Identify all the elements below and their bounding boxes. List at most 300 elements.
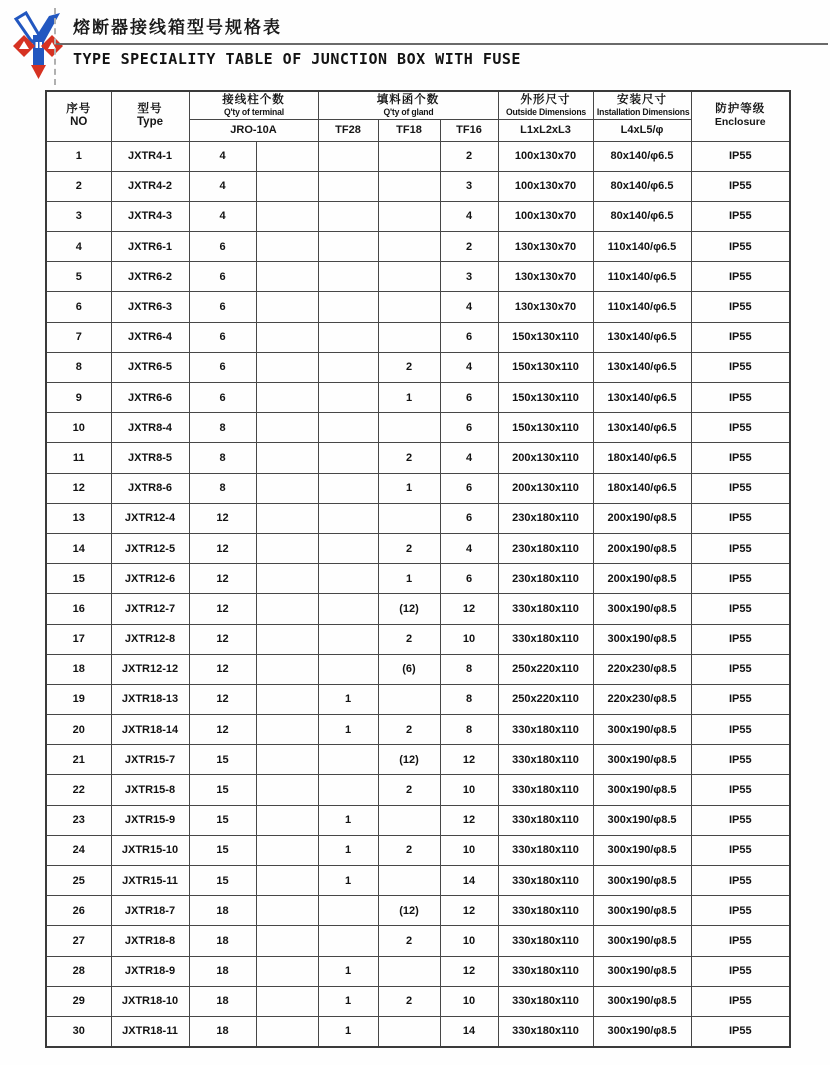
cell-outside: 150x130x110: [498, 413, 593, 443]
cell-type: JXTR12-8: [111, 624, 189, 654]
cell-enclosure: IP55: [691, 292, 790, 322]
cell-jro: 8: [189, 473, 256, 503]
table-row: [46, 654, 790, 684]
cell-tf18: (12): [378, 896, 440, 926]
cell-install: 200x190/φ8.5: [593, 564, 691, 594]
table-row: [46, 624, 790, 654]
table-row: [46, 956, 790, 986]
cell-spacer: [256, 715, 318, 745]
cell-outside: 150x130x110: [498, 383, 593, 413]
cell-jro: 6: [189, 322, 256, 352]
cell-tf28: [318, 564, 378, 594]
cell-jro: 15: [189, 866, 256, 896]
cell-jro: 18: [189, 956, 256, 986]
cell-tf28: 1: [318, 715, 378, 745]
cell-type: JXTR18-7: [111, 896, 189, 926]
cell-type: JXTR8-5: [111, 443, 189, 473]
cell-spacer: [256, 926, 318, 956]
cell-jro: 4: [189, 171, 256, 201]
cell-install: 300x190/φ8.5: [593, 745, 691, 775]
cell-tf28: 1: [318, 684, 378, 714]
cell-tf16: 12: [440, 956, 498, 986]
cell-outside: 330x180x110: [498, 715, 593, 745]
cell-outside: 250x220x110: [498, 684, 593, 714]
cell-type: JXTR4-1: [111, 141, 189, 171]
table-row: [46, 352, 790, 382]
cell-enclosure: IP55: [691, 926, 790, 956]
col-type-en: Type: [137, 116, 163, 129]
cell-tf16: 2: [440, 141, 498, 171]
cell-no: 18: [46, 654, 111, 684]
cell-no: 13: [46, 503, 111, 533]
cell-spacer: [256, 986, 318, 1016]
cell-tf18: 2: [378, 986, 440, 1016]
cell-tf18: 1: [378, 564, 440, 594]
cell-install: 80x140/φ6.5: [593, 171, 691, 201]
col-gland-cn: 填料函个数: [376, 93, 440, 106]
cell-type: JXTR6-6: [111, 383, 189, 413]
cell-tf28: [318, 262, 378, 292]
cell-tf18: [378, 232, 440, 262]
cell-outside: 130x130x70: [498, 262, 593, 292]
cell-install: 300x190/φ8.5: [593, 715, 691, 745]
cell-spacer: [256, 201, 318, 231]
cell-tf28: [318, 413, 378, 443]
cell-type: JXTR18-10: [111, 986, 189, 1016]
table-row: [46, 292, 790, 322]
cell-enclosure: IP55: [691, 1016, 790, 1046]
cell-jro: 6: [189, 232, 256, 262]
cell-tf18: [378, 413, 440, 443]
cell-install: 300x190/φ8.5: [593, 1016, 691, 1046]
cell-outside: 230x180x110: [498, 533, 593, 563]
col-install-en: Installation Dimensions: [596, 106, 689, 117]
cell-tf28: [318, 232, 378, 262]
cell-type: JXTR12-12: [111, 654, 189, 684]
cell-outside: 330x180x110: [498, 805, 593, 835]
cell-enclosure: IP55: [691, 715, 790, 745]
table-row: [46, 775, 790, 805]
cell-jro: 18: [189, 896, 256, 926]
col-terminal-cn: 接线柱个数: [222, 93, 285, 106]
cell-type: JXTR12-7: [111, 594, 189, 624]
cell-tf28: [318, 443, 378, 473]
cell-install: 220x230/φ8.5: [593, 684, 691, 714]
cell-no: 4: [46, 232, 111, 262]
cell-jro: 18: [189, 986, 256, 1016]
col-enclosure-en: Enclosure: [714, 116, 766, 129]
cell-no: 27: [46, 926, 111, 956]
cell-tf16: 6: [440, 383, 498, 413]
cell-tf18: [378, 292, 440, 322]
cell-install: 220x230/φ8.5: [593, 654, 691, 684]
cell-install: 300x190/φ8.5: [593, 624, 691, 654]
cell-tf18: [378, 503, 440, 533]
cell-enclosure: IP55: [691, 986, 790, 1016]
col-header-enclosure: [691, 91, 790, 141]
cell-tf28: [318, 383, 378, 413]
cell-tf18: [378, 956, 440, 986]
col-header-install: [593, 91, 691, 119]
cell-enclosure: IP55: [691, 896, 790, 926]
cell-no: 25: [46, 866, 111, 896]
cell-install: 80x140/φ6.5: [593, 201, 691, 231]
table-row: [46, 171, 790, 201]
cell-outside: 150x130x110: [498, 352, 593, 382]
cell-tf28: [318, 141, 378, 171]
cell-outside: 330x180x110: [498, 594, 593, 624]
cell-jro: 6: [189, 262, 256, 292]
cell-no: 20: [46, 715, 111, 745]
cell-tf28: 1: [318, 986, 378, 1016]
cell-tf16: 4: [440, 443, 498, 473]
table-row: [46, 262, 790, 292]
page-title-english: TYPE SPECIALITY TABLE OF JUNCTION BOX WITH FUSE: [73, 50, 521, 68]
cell-install: 130x140/φ6.5: [593, 383, 691, 413]
cell-type: JXTR15-10: [111, 835, 189, 865]
cell-tf18: 2: [378, 624, 440, 654]
cell-tf28: [318, 624, 378, 654]
cell-install: 300x190/φ8.5: [593, 594, 691, 624]
cell-tf18: [378, 262, 440, 292]
cell-spacer: [256, 745, 318, 775]
cell-spacer: [256, 805, 318, 835]
cell-install: 130x140/φ6.5: [593, 322, 691, 352]
cell-type: JXTR4-2: [111, 171, 189, 201]
cell-tf28: 1: [318, 805, 378, 835]
cell-tf18: 1: [378, 473, 440, 503]
cell-tf18: [378, 805, 440, 835]
table-row: [46, 443, 790, 473]
cell-tf16: 6: [440, 473, 498, 503]
cell-enclosure: IP55: [691, 654, 790, 684]
cell-tf18: [378, 141, 440, 171]
cell-jro: 12: [189, 564, 256, 594]
cell-spacer: [256, 473, 318, 503]
cell-enclosure: IP55: [691, 956, 790, 986]
table-row: [46, 896, 790, 926]
cell-tf16: 12: [440, 805, 498, 835]
cell-jro: 12: [189, 715, 256, 745]
cell-enclosure: IP55: [691, 322, 790, 352]
cell-spacer: [256, 533, 318, 563]
table-row: [46, 866, 790, 896]
cell-jro: 18: [189, 1016, 256, 1046]
cell-no: 24: [46, 835, 111, 865]
col-header-type: [111, 91, 189, 141]
cell-tf28: [318, 292, 378, 322]
cell-tf16: 3: [440, 262, 498, 292]
cell-outside: 330x180x110: [498, 835, 593, 865]
cell-tf28: [318, 322, 378, 352]
cell-tf28: [318, 745, 378, 775]
table-row: [46, 322, 790, 352]
cell-no: 21: [46, 745, 111, 775]
cell-jro: 12: [189, 594, 256, 624]
cell-no: 1: [46, 141, 111, 171]
cell-tf18: 2: [378, 775, 440, 805]
subcol-l4l5: L4xL5/φ: [593, 119, 691, 141]
cell-enclosure: IP55: [691, 594, 790, 624]
cell-install: 300x190/φ8.5: [593, 805, 691, 835]
cell-type: JXTR15-11: [111, 866, 189, 896]
cell-type: JXTR6-2: [111, 262, 189, 292]
cell-jro: 12: [189, 624, 256, 654]
cell-type: JXTR6-1: [111, 232, 189, 262]
cell-jro: 12: [189, 654, 256, 684]
subcol-tf18: TF18: [378, 119, 440, 141]
cell-outside: 130x130x70: [498, 232, 593, 262]
cell-install: 180x140/φ6.5: [593, 473, 691, 503]
cell-install: 180x140/φ6.5: [593, 443, 691, 473]
cell-tf16: 14: [440, 866, 498, 896]
cell-enclosure: IP55: [691, 383, 790, 413]
cell-spacer: [256, 262, 318, 292]
cell-enclosure: IP55: [691, 503, 790, 533]
cell-outside: 250x220x110: [498, 654, 593, 684]
cell-spacer: [256, 322, 318, 352]
col-outside-cn: 外形尺寸: [520, 93, 571, 106]
table-row: [46, 383, 790, 413]
cell-install: 300x190/φ8.5: [593, 835, 691, 865]
cell-tf16: 2: [440, 232, 498, 262]
col-install-cn: 安装尺寸: [617, 93, 668, 106]
cell-enclosure: IP55: [691, 443, 790, 473]
cell-tf28: [318, 926, 378, 956]
cell-spacer: [256, 654, 318, 684]
cell-type: JXTR12-5: [111, 533, 189, 563]
cell-tf18: [378, 201, 440, 231]
cell-no: 29: [46, 986, 111, 1016]
subcol-jro-10a: JRO-10A: [189, 119, 318, 141]
cell-outside: 150x130x110: [498, 322, 593, 352]
table-row: [46, 926, 790, 956]
cell-jro: 12: [189, 503, 256, 533]
page-title-chinese: 熔断器接线箱型号规格表: [73, 18, 282, 37]
cell-enclosure: IP55: [691, 262, 790, 292]
cell-jro: 15: [189, 835, 256, 865]
cell-spacer: [256, 866, 318, 896]
cell-type: JXTR15-8: [111, 775, 189, 805]
cell-enclosure: IP55: [691, 413, 790, 443]
cell-install: 300x190/φ8.5: [593, 896, 691, 926]
cell-enclosure: IP55: [691, 624, 790, 654]
cell-spacer: [256, 383, 318, 413]
cell-outside: 100x130x70: [498, 201, 593, 231]
cell-outside: 200x130x110: [498, 473, 593, 503]
cell-no: 2: [46, 171, 111, 201]
cell-outside: 100x130x70: [498, 141, 593, 171]
cell-tf28: 1: [318, 1016, 378, 1046]
cell-type: JXTR18-13: [111, 684, 189, 714]
cell-tf18: 2: [378, 715, 440, 745]
col-terminal-en: Q'ty of terminal: [223, 106, 284, 117]
cell-tf28: [318, 352, 378, 382]
cell-tf16: 12: [440, 745, 498, 775]
cell-spacer: [256, 171, 318, 201]
cell-install: 300x190/φ8.5: [593, 775, 691, 805]
col-header-no: [46, 91, 111, 141]
cell-type: JXTR4-3: [111, 201, 189, 231]
table-row: [46, 473, 790, 503]
cell-outside: 330x180x110: [498, 926, 593, 956]
cell-tf18: [378, 684, 440, 714]
table-row: [46, 715, 790, 745]
table-row: [46, 684, 790, 714]
cell-jro: 4: [189, 201, 256, 231]
cell-jro: 15: [189, 805, 256, 835]
col-header-terminal: [189, 91, 318, 119]
cell-tf28: [318, 171, 378, 201]
cell-type: JXTR15-9: [111, 805, 189, 835]
cell-enclosure: IP55: [691, 473, 790, 503]
cell-no: 28: [46, 956, 111, 986]
cell-enclosure: IP55: [691, 533, 790, 563]
cell-tf18: 1: [378, 383, 440, 413]
cell-type: JXTR6-5: [111, 352, 189, 382]
cell-tf18: (12): [378, 594, 440, 624]
cell-install: 110x140/φ6.5: [593, 262, 691, 292]
cell-tf28: 1: [318, 956, 378, 986]
cell-outside: 330x180x110: [498, 866, 593, 896]
cell-jro: 8: [189, 413, 256, 443]
cell-type: JXTR8-4: [111, 413, 189, 443]
cell-jro: 12: [189, 533, 256, 563]
cell-enclosure: IP55: [691, 684, 790, 714]
cell-no: 9: [46, 383, 111, 413]
cell-no: 3: [46, 201, 111, 231]
cell-outside: 330x180x110: [498, 624, 593, 654]
cell-no: 26: [46, 896, 111, 926]
cell-enclosure: IP55: [691, 866, 790, 896]
cell-install: 300x190/φ8.5: [593, 866, 691, 896]
cell-type: JXTR12-4: [111, 503, 189, 533]
col-header-gland: [318, 91, 498, 119]
cell-jro: 18: [189, 926, 256, 956]
cell-type: JXTR12-6: [111, 564, 189, 594]
cell-tf28: [318, 594, 378, 624]
cell-tf16: 4: [440, 352, 498, 382]
cell-tf28: [318, 533, 378, 563]
col-enclosure-cn: 防护等级: [715, 103, 766, 116]
cell-spacer: [256, 775, 318, 805]
cell-no: 12: [46, 473, 111, 503]
cell-tf28: [318, 896, 378, 926]
cell-tf16: 14: [440, 1016, 498, 1046]
cell-enclosure: IP55: [691, 564, 790, 594]
cell-no: 16: [46, 594, 111, 624]
cell-type: JXTR6-3: [111, 292, 189, 322]
cell-tf18: 2: [378, 533, 440, 563]
cell-no: 22: [46, 775, 111, 805]
cell-tf16: 10: [440, 624, 498, 654]
table-row: [46, 745, 790, 775]
cell-outside: 330x180x110: [498, 896, 593, 926]
cell-install: 200x190/φ8.5: [593, 503, 691, 533]
cell-spacer: [256, 896, 318, 926]
cell-tf16: 6: [440, 503, 498, 533]
col-no-cn: 序号: [66, 103, 92, 116]
cell-enclosure: IP55: [691, 171, 790, 201]
cell-type: JXTR18-8: [111, 926, 189, 956]
cell-tf16: 10: [440, 986, 498, 1016]
cell-enclosure: IP55: [691, 775, 790, 805]
cell-outside: 100x130x70: [498, 171, 593, 201]
cell-tf18: [378, 1016, 440, 1046]
cell-spacer: [256, 1016, 318, 1046]
cell-spacer: [256, 443, 318, 473]
cell-tf18: [378, 866, 440, 896]
cell-outside: 130x130x70: [498, 292, 593, 322]
cell-spacer: [256, 413, 318, 443]
cell-tf16: 6: [440, 322, 498, 352]
table-row: [46, 594, 790, 624]
cell-spacer: [256, 232, 318, 262]
cell-tf28: [318, 775, 378, 805]
cell-spacer: [256, 352, 318, 382]
cell-type: JXTR18-9: [111, 956, 189, 986]
cell-no: 19: [46, 684, 111, 714]
cell-tf28: [318, 654, 378, 684]
spec-table-body: [46, 141, 790, 1047]
cell-enclosure: IP55: [691, 745, 790, 775]
cell-tf16: 4: [440, 201, 498, 231]
cell-tf28: [318, 503, 378, 533]
cell-no: 14: [46, 533, 111, 563]
cell-type: JXTR6-4: [111, 322, 189, 352]
cell-install: 300x190/φ8.5: [593, 956, 691, 986]
cell-outside: 230x180x110: [498, 503, 593, 533]
cell-jro: 12: [189, 684, 256, 714]
table-row: [46, 232, 790, 262]
cell-install: 110x140/φ6.5: [593, 232, 691, 262]
header-divider-dashed: [54, 8, 56, 85]
cell-tf28: 1: [318, 835, 378, 865]
cell-spacer: [256, 956, 318, 986]
cell-tf16: 8: [440, 654, 498, 684]
table-row: [46, 533, 790, 563]
cell-no: 8: [46, 352, 111, 382]
cell-tf18: 2: [378, 443, 440, 473]
cell-no: 5: [46, 262, 111, 292]
cell-tf16: 4: [440, 533, 498, 563]
cell-tf16: 10: [440, 835, 498, 865]
cell-jro: 4: [189, 141, 256, 171]
cell-spacer: [256, 503, 318, 533]
cell-type: JXTR18-11: [111, 1016, 189, 1046]
cell-outside: 230x180x110: [498, 564, 593, 594]
cell-type: JXTR15-7: [111, 745, 189, 775]
col-no-en: NO: [70, 116, 88, 129]
cell-tf18: 2: [378, 352, 440, 382]
cell-jro: 15: [189, 775, 256, 805]
cell-outside: 330x180x110: [498, 1016, 593, 1046]
col-type-cn: 型号: [137, 103, 163, 116]
cell-spacer: [256, 835, 318, 865]
cell-tf16: 4: [440, 292, 498, 322]
cell-spacer: [256, 292, 318, 322]
cell-outside: 330x180x110: [498, 775, 593, 805]
table-row: [46, 503, 790, 533]
table-row: [46, 835, 790, 865]
cell-tf16: 8: [440, 684, 498, 714]
cell-install: 130x140/φ6.5: [593, 413, 691, 443]
spec-table-container: [45, 90, 791, 1048]
cell-spacer: [256, 624, 318, 654]
cell-tf18: (12): [378, 745, 440, 775]
cell-outside: 330x180x110: [498, 956, 593, 986]
cell-enclosure: IP55: [691, 805, 790, 835]
